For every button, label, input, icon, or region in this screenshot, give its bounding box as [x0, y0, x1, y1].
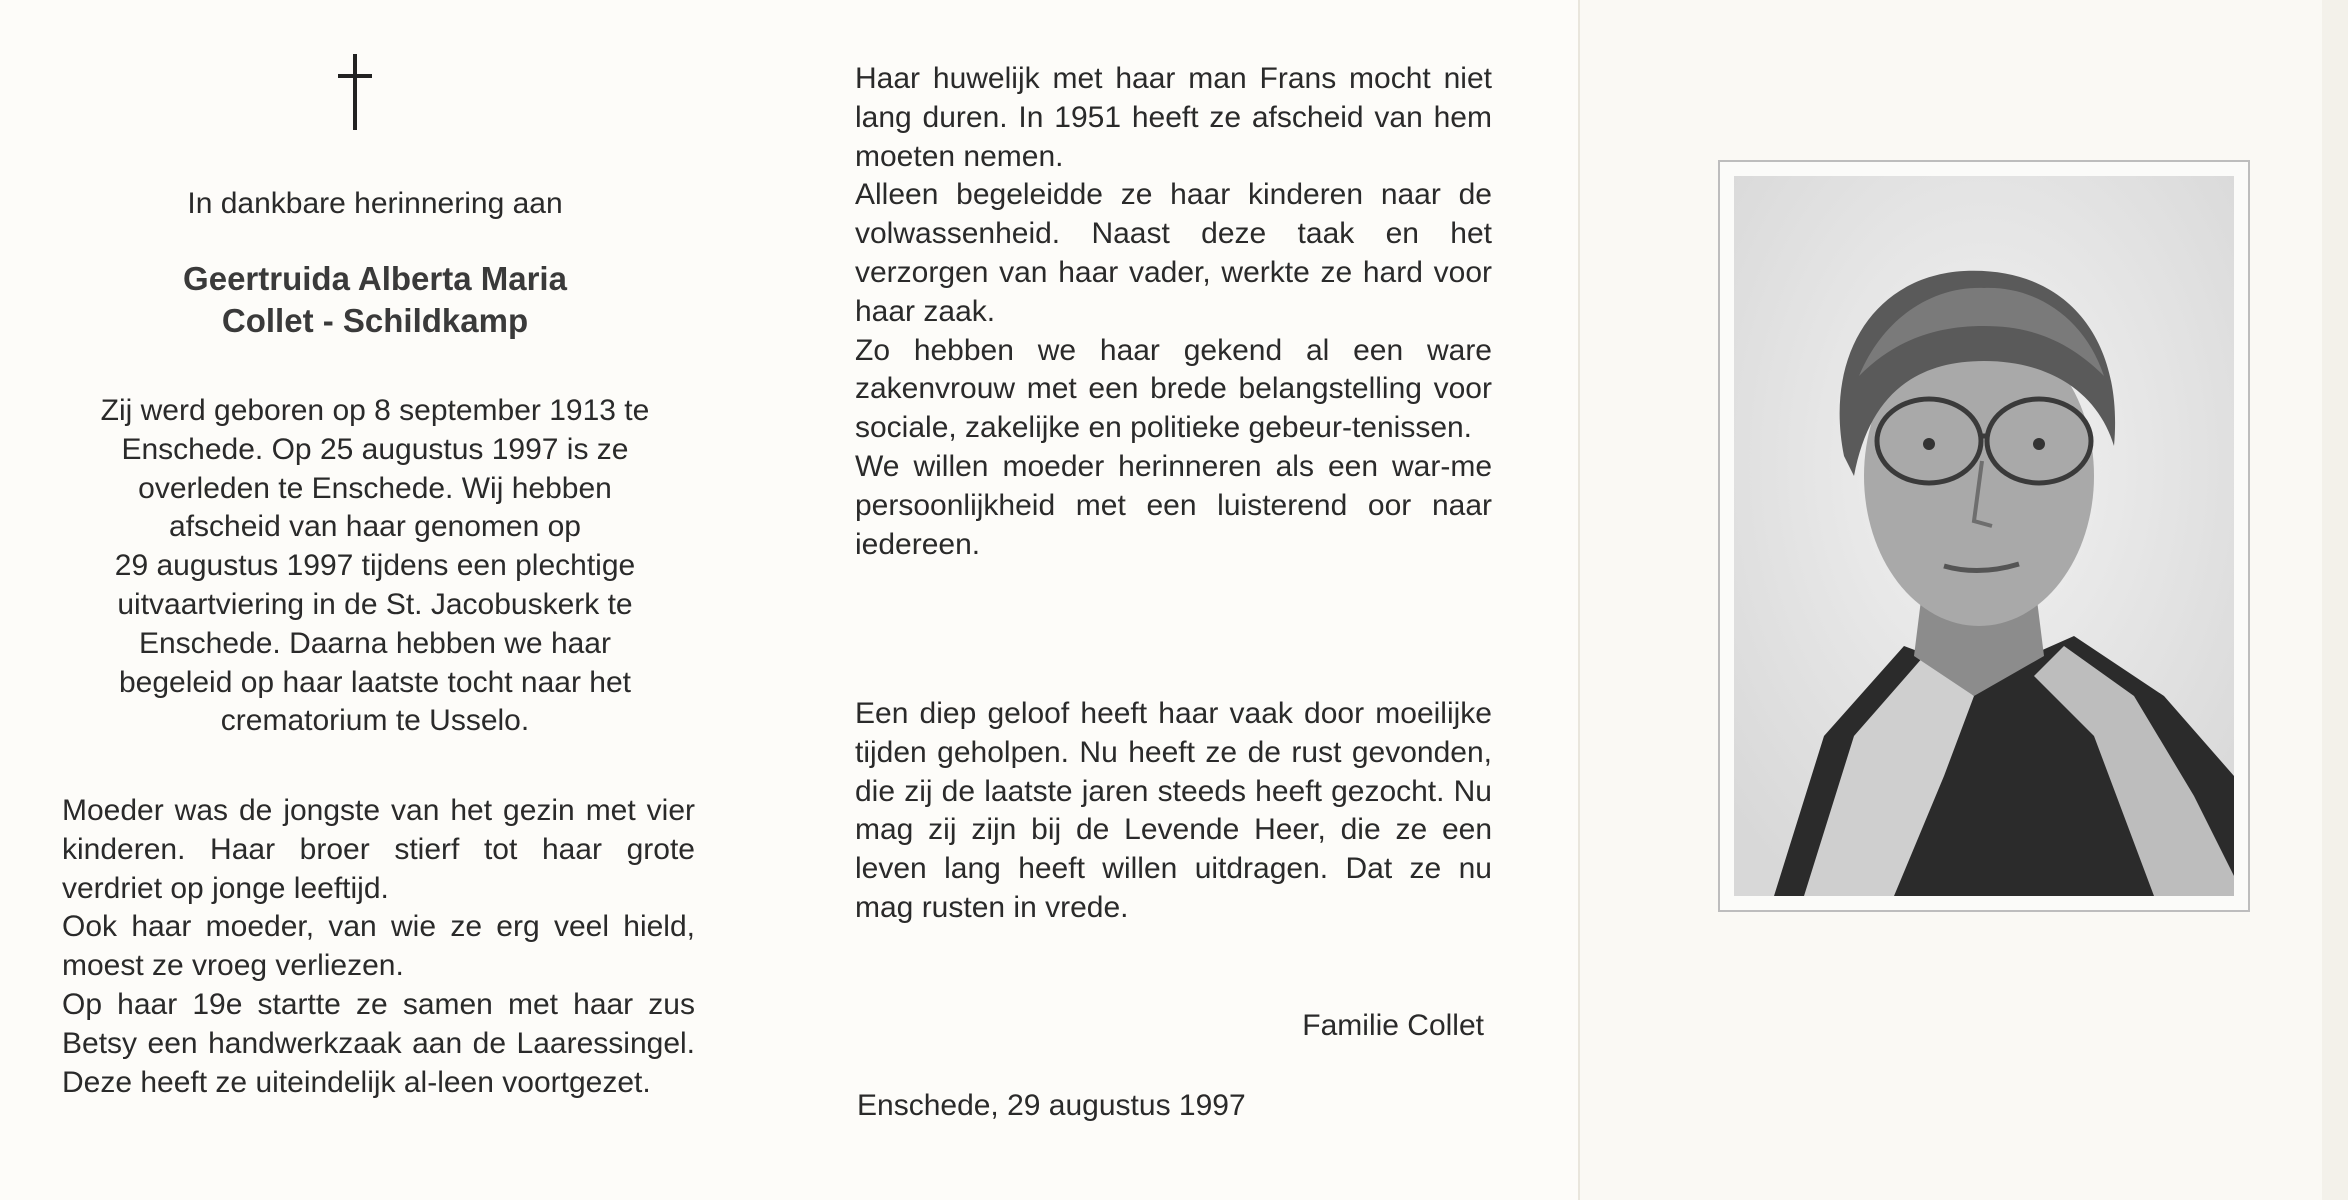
bio-line: afscheid van haar genomen op: [169, 510, 581, 544]
bio-line: overleden te Enschede. Wij hebben: [138, 471, 612, 505]
name-line-1: Geertruida Alberta Maria: [183, 260, 567, 297]
life-story: [62, 792, 695, 1102]
portrait-frame: [1718, 160, 2250, 912]
memory-paragraph: Alleen begeleidde ze haar kinderen naar de volwassenheid. Naast deze taak en het verzorgen van haar vader, werkte ze hard voor haar zaak.: [855, 178, 1492, 328]
portrait-illustration: [1734, 176, 2234, 896]
bio-line: 29 augustus 1997 tijdens een plechtige: [114, 549, 636, 583]
bio-line: begeleid op haar laatste tocht naar het: [118, 665, 632, 699]
bio-line: uitvaartviering in de St. Jacobuskerk te: [117, 587, 633, 621]
story-paragraph: Moeder was de jongste van het gezin met vier kinderen. Haar broer stierf tot haar grote verdriet op jonge leeftijd.: [62, 794, 695, 905]
card-edge: [2322, 0, 2348, 1200]
name-line-2: Collet - Schildkamp: [221, 302, 529, 339]
place-date: Enschede, 29 augustus 1997: [857, 1089, 1246, 1122]
faith-paragraph: Een diep geloof heeft haar vaak door moeilijke tijden geholpen. Nu heeft ze de rust gevonden, die zij de laatste jaren steeds heeft gezocht. Nu mag zij zijn bij de Levende Heer, die ze een leven lang heeft willen uitdragen. Dat ze nu mag rusten in vrede.: [855, 697, 1492, 924]
bio-line: Enschede. Op 25 augustus 1997 is ze: [121, 432, 629, 466]
memory-paragraph: Haar huwelijk met haar man Frans mocht niet lang duren. In 1951 heeft ze afscheid van hem moeten nemen.: [855, 62, 1492, 173]
bio-line: crematorium te Usselo.: [220, 704, 530, 738]
memory-paragraph: Zo hebben we haar gekend al een ware zakenvrouw met een brede belangstelling voor sociale, zakelijke en politieke gebeur-tenissen.: [855, 333, 1492, 445]
bio-line: Zij werd geboren op 8 september 1913 te: [100, 394, 650, 427]
memory-paragraph: We willen moeder herinneren als een war-me persoonlijkheid met een luisterend oor naar iedereen.: [855, 449, 1492, 561]
story-paragraph: Ook haar moeder, van wie ze erg veel hield, moest ze vroeg verliezen.: [62, 910, 695, 983]
memories-text: [855, 60, 1492, 564]
story-paragraph: Op haar 19e startte ze samen met haar zus Betsy een handwerkzaak aan de Laaressingel. Deze heeft ze uiteindelijk al-leen voortgezet.: [62, 987, 695, 1099]
intro-text: In dankbare herinnering aan: [187, 187, 563, 220]
biography: [60, 392, 690, 741]
deceased-name: [60, 258, 690, 342]
portrait-photo: [1734, 176, 2234, 896]
cross-icon: [330, 54, 380, 134]
family-signature: Familie Collet: [1302, 1009, 1484, 1042]
left-panel: [0, 0, 760, 1200]
bio-line: Enschede. Daarna hebben we haar: [138, 626, 611, 660]
